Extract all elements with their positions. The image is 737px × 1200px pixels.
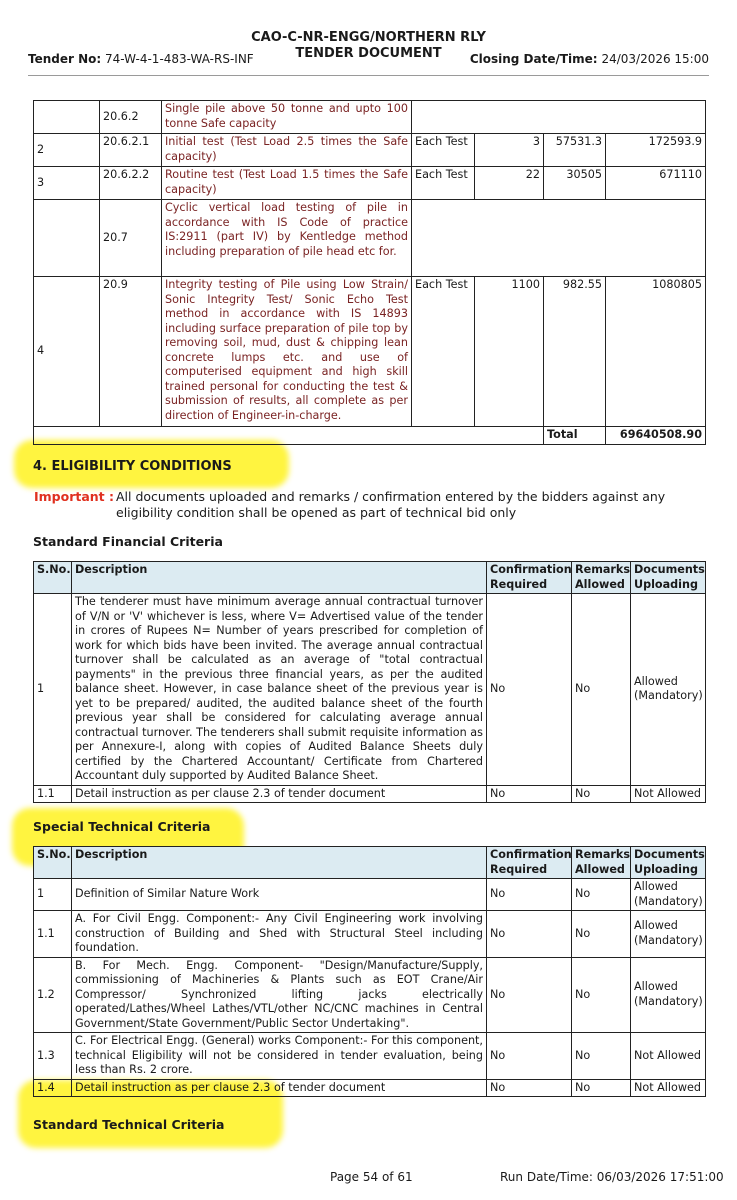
header-divider [28, 75, 709, 76]
section-title-eligibility: 4. ELIGIBILITY CONDITIONS [33, 459, 232, 474]
cell-sno: 1 [34, 879, 72, 911]
cell-docs: Allowed (Mandatory) [631, 957, 706, 1033]
table-row [34, 594, 706, 786]
cell-amount: 671110 [606, 167, 706, 200]
cell-desc: Single pile above 50 tonne and upto 100 tonne Safe capacity [162, 101, 412, 134]
cell-unit: Each Test [412, 277, 475, 427]
table-row [34, 957, 706, 1033]
total-value: 69640508.90 [606, 427, 706, 445]
table-header-row [34, 562, 706, 594]
page-number: Page 54 of 61 [330, 1170, 413, 1184]
cell-desc: The tenderer must have minimum average annual contractual turnover of V/N or 'V' whichever is less, where V= Advertised value of the tender in crores of Rupees N= Number of years prescribed for completion of work for which bids have been invited. The average annual contractual turnover shall be calculated as an average of "total contractual payments" in the previous three financial years, as per the audited balance sheet. However, in case balance sheet of the previous year is yet to be prepared/ audited, the audited balance sheet of the fourth previous year shall be considered for calculating average annual contractual turnover. The tenderers shall submit requisite information as per Annexure-I, along with copies of Audited Balance Sheets duly certified by the Chartered Accountant/ Certificate from Chartered Accountant duly supported by Audited Balance Sheet. [72, 594, 487, 786]
cell-qty: 3 [475, 134, 544, 167]
col-sno: S.No. [34, 562, 72, 594]
cell-docs: Not Allowed [631, 785, 706, 803]
cell-desc: B. For Mech. Engg. Component- "Design/Manufacture/Supply, commissioning of Machineries & Plants such as EOT Crane/Air Compressor/ Synchronized lifting jacks electrically operated/Lathes/Wheel Lathes/VTL/other NC/CNC machines in Central Government/State Government/Public Sector Undertaking". [72, 957, 487, 1033]
cell-sno: 2 [34, 134, 100, 167]
col-description: Description [72, 562, 487, 594]
cell-sno: 1.3 [34, 1033, 72, 1080]
cell-code: 20.9 [100, 277, 162, 427]
cell-desc: Initial test (Test Load 2.5 times the Safe capacity) [162, 134, 412, 167]
cell-remarks: No [572, 1033, 631, 1080]
cell-sno: 1 [34, 594, 72, 786]
cell-empty [412, 101, 706, 134]
cell-desc: Detail instruction as per clause 2.3 of tender document [72, 785, 487, 803]
table-header-row [34, 847, 706, 879]
cell-desc: Definition of Similar Nature Work [72, 879, 487, 911]
cell-sno: 1.1 [34, 785, 72, 803]
cell-sno: 1.1 [34, 911, 72, 958]
cell-empty [34, 427, 544, 445]
cell-code: 20.6.2.1 [100, 134, 162, 167]
cell-docs: Allowed (Mandatory) [631, 879, 706, 911]
table-row [34, 200, 706, 277]
cell-confirm: No [487, 1079, 572, 1097]
cell-unit: Each Test [412, 134, 475, 167]
important-label: Important : [34, 489, 115, 504]
special-technical-table [33, 846, 706, 1097]
cell-qty: 22 [475, 167, 544, 200]
table-row [34, 1033, 706, 1080]
cell-desc: Detail instruction as per clause 2.3 of tender document [72, 1079, 487, 1097]
col-confirmation: Confirmation Required [487, 562, 572, 594]
col-remarks: Remarks Allowed [572, 562, 631, 594]
table-row [34, 1079, 706, 1097]
doc-title: TENDER DOCUMENT [295, 46, 442, 61]
cell-remarks: No [572, 594, 631, 786]
cell-remarks: No [572, 957, 631, 1033]
cell-code: 20.6.2.2 [100, 167, 162, 200]
cell-sno: 3 [34, 167, 100, 200]
col-documents: Documents Uploading [631, 847, 706, 879]
col-remarks: Remarks Allowed [572, 847, 631, 879]
tender-no: 74-W-4-1-483-WA-RS-INF [105, 52, 254, 66]
cell-qty: 1100 [475, 277, 544, 427]
org-title: CAO-C-NR-ENGG/NORTHERN RLY [251, 30, 486, 45]
cell-desc: Cyclic vertical load testing of pile in accordance with IS Code of practice IS:2911 (part IV) by Kentledge method including preparation of pile head etc for. [162, 200, 412, 277]
table-row [34, 167, 706, 200]
run-date: Run Date/Time: 06/03/2026 17:51:00 [500, 1170, 724, 1184]
cell-sno: 1.2 [34, 957, 72, 1033]
cell-confirm: No [487, 957, 572, 1033]
table-row [34, 101, 706, 134]
cell-sno: 1.4 [34, 1079, 72, 1097]
cell-docs: Not Allowed [631, 1033, 706, 1080]
cell-remarks: No [572, 879, 631, 911]
closing-value: 24/03/2026 15:00 [601, 52, 709, 66]
cell-confirm: No [487, 594, 572, 786]
table-row [34, 277, 706, 427]
table-row [34, 879, 706, 911]
col-description: Description [72, 847, 487, 879]
cell-sno [34, 101, 100, 134]
cell-rate: 982.55 [544, 277, 606, 427]
cell-code: 20.6.2 [100, 101, 162, 134]
cell-confirm: No [487, 1033, 572, 1080]
cell-empty [412, 200, 706, 277]
cell-sno: 4 [34, 277, 100, 427]
col-documents: Documents Uploading [631, 562, 706, 594]
cell-confirm: No [487, 785, 572, 803]
cell-desc: C. For Electrical Engg. (General) works Component:- For this component, technical Eligibility will not be considered in tender evaluation, being less than Rs. 2 crore. [72, 1033, 487, 1080]
col-sno: S.No. [34, 847, 72, 879]
cell-docs: Not Allowed [631, 1079, 706, 1097]
tender-no-label: Tender No: [28, 52, 102, 66]
important-note [34, 489, 714, 521]
cell-amount: 172593.9 [606, 134, 706, 167]
closing-label: Closing Date/Time: [469, 52, 598, 66]
cell-amount: 1080805 [606, 277, 706, 427]
table-row [34, 134, 706, 167]
section-title-standard-technical: Standard Technical Criteria [33, 1117, 225, 1132]
cell-desc: Integrity testing of Pile using Low Strain/ Sonic Integrity Test/ Sonic Echo Test method in accordance with IS 14893 including surface preparation of pile top by removing soil, mud, dust & chipping lean concrete lumps etc. and use of computerised equipment and high skill trained personal for conducting the test & submission of results, all complete as per direction of Engineer-in-charge. [162, 277, 412, 427]
cell-remarks: No [572, 1079, 631, 1097]
cell-confirm: No [487, 911, 572, 958]
cell-remarks: No [572, 785, 631, 803]
financial-criteria-table [33, 561, 706, 803]
cell-remarks: No [572, 911, 631, 958]
table-row [34, 785, 706, 803]
cell-docs: Allowed (Mandatory) [631, 594, 706, 786]
tender-info-line [28, 52, 709, 66]
col-confirmation: Confirmation Required [487, 847, 572, 879]
cell-sno [34, 200, 100, 277]
cell-code: 20.7 [100, 200, 162, 277]
cell-docs: Allowed (Mandatory) [631, 911, 706, 958]
section-title-financial: Standard Financial Criteria [33, 534, 223, 549]
boq-table [33, 100, 706, 445]
cell-confirm: No [487, 879, 572, 911]
cell-rate: 57531.3 [544, 134, 606, 167]
total-label: Total [544, 427, 606, 445]
cell-desc: Routine test (Test Load 1.5 times the Safe capacity) [162, 167, 412, 200]
important-text: All documents uploaded and remarks / confirmation entered by the bidders against any eligibility condition shall be opened as part of technical bid only [116, 489, 666, 520]
cell-unit: Each Test [412, 167, 475, 200]
cell-rate: 30505 [544, 167, 606, 200]
section-title-special-technical: Special Technical Criteria [33, 819, 211, 834]
cell-desc: A. For Civil Engg. Component:- Any Civil Engineering work involving construction of Building and Shed with Structural Steel including foundation. [72, 911, 487, 958]
total-row [34, 427, 706, 445]
table-row [34, 911, 706, 958]
